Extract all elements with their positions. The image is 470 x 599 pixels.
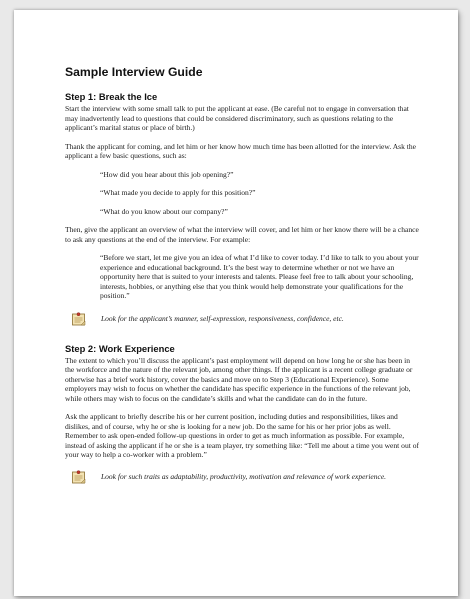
step2-paragraph-2: Ask the applicant to briefly describe his or her current position, including duties and responsibilities, likes and dislikes, and of course, why he or she is looking for a new job. Do the same for his or her prior jobs as well. Remember to ask open-ended follow-up questions in order to get as much information as possible. For example, instead of asking the applicant if he or she is a team player, try something like: “Tell me about a time you went out of your way to help a co-worker with a problem.” [65, 412, 419, 459]
step1-question-3: “What do you know about our company?” [100, 206, 228, 216]
step1-note [65, 311, 420, 333]
document-title: Sample Interview Guide [65, 65, 203, 79]
step1-paragraph-2: Thank the applicant for coming, and let him or her know how much time has been allotted for the interview. Ask the applicant a few basic questions, such as: [65, 141, 416, 160]
step2-paragraph-1: The extent to which you’ll discuss the applicant’s past employment will depend on how long he or she has been in the workforce and the nature of the relevant job, among other things. If the applicant is a recent college graduate or otherwise has a brief work history, cover the basics and move on to Step 3 (Educational Experience). Some employers may wish to focus on whether the candidate has specific experience in the functions of the relevant job, while others may wish to focus on the candidate’s skills and what the candidate can do in the future. [65, 355, 413, 403]
step1-question-2: “What made you decide to apply for this position?” [100, 188, 256, 197]
step1-question-1: “How did you hear about this job opening?” [100, 169, 234, 179]
document-page [14, 10, 458, 596]
step1-note-text: Look for the applicant’s manner, self-expression, responsiveness, confidence, etc. [101, 313, 344, 323]
step2-note [65, 469, 420, 495]
step1-example-quote: “Before we start, let me give you an idea of what I’d like to cover today. I’d like to talk to you about your experience and educational background. It’s the best way to determine whether or not we have an opportunity here that is suited to your interests and talents. Please feel free to talk about your schooling, interests, hobbies, or anything else that you think would help demonstrate your qualifications for the position.” [100, 253, 419, 300]
note-icon [71, 311, 87, 327]
step1-paragraph-3: Then, give the applicant an overview of what the interview will cover, and let him or her know there will be a chance to ask any questions at the end of the interview. For example: [65, 225, 419, 244]
step2-note-text: Look for such traits as adaptability, productivity, motivation and relevance of work experience. [101, 471, 387, 481]
step1-paragraph-1: Start the interview with some small talk to put the applicant at ease. (Be careful not to engage in conversation that may inadvertently lead to questions that could be considered discriminatory, such as questions relating to the applicant’s marital status or place of birth.) [65, 104, 409, 132]
document-content [65, 65, 420, 505]
note-icon [71, 469, 87, 485]
step1-heading: Step 1: Break the Ice [65, 91, 158, 102]
step2-heading: Step 2: Work Experience [65, 342, 175, 354]
